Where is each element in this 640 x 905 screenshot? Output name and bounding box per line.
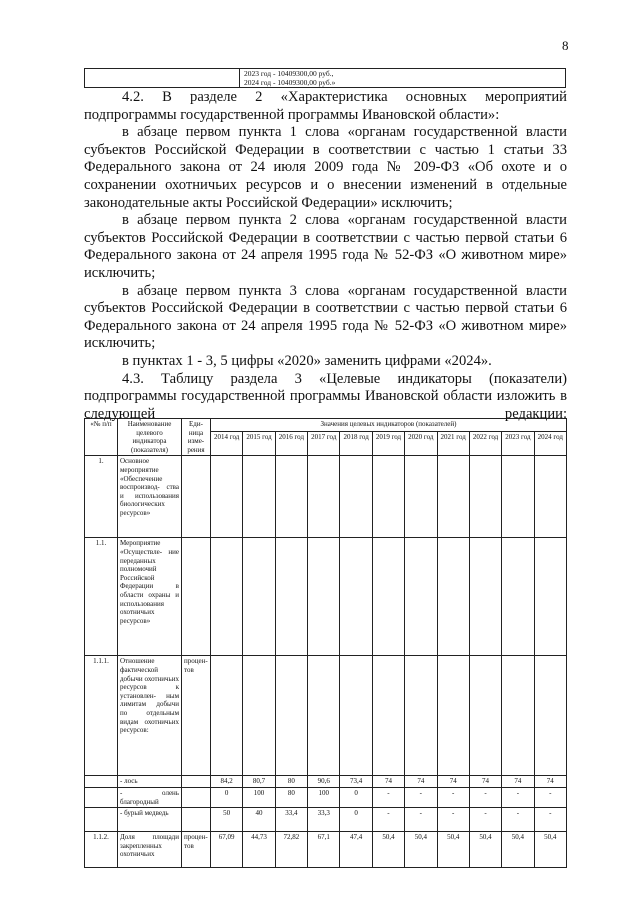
value-cell [340, 538, 372, 656]
value-cell: 44,73 [243, 832, 275, 868]
value-cell [437, 656, 469, 776]
value-cell [243, 656, 275, 776]
value-cell [372, 656, 404, 776]
value-cell: 40 [243, 808, 275, 832]
paragraph: в абзаце первом пункта 2 слова «органам государственной власти субъектов Российской Федерации в соответствии с частью первой статьи 6 Федерального закона от 24 апреля 1995 года № 52-ФЗ «О животном мире» исключить; [84, 212, 567, 281]
header-num: «№ п/п [85, 419, 118, 456]
table-row [85, 538, 567, 656]
unit-cell [182, 538, 211, 656]
value-cell: 0 [340, 808, 372, 832]
value-cell [469, 456, 501, 538]
row-number [85, 808, 118, 832]
value-cell: 33,4 [275, 808, 307, 832]
header-name: Наименование целевого индикатора (показателя) [118, 419, 182, 456]
header-year: 2024 год [534, 432, 566, 456]
value-cell: - [469, 787, 501, 807]
value-cell: - [372, 808, 404, 832]
indicator-name: Основное мероприятие «Обеспечение воспроизвод- ства и использования биологических ресурсов» [118, 456, 182, 538]
row-number [85, 776, 118, 788]
value-cell: 72,82 [275, 832, 307, 868]
value-cell [340, 456, 372, 538]
value-cell [243, 456, 275, 538]
value-cell: - [469, 808, 501, 832]
value-cell: - [534, 787, 566, 807]
value-cell: - [405, 787, 437, 807]
unit-cell [182, 456, 211, 538]
value-cell: 90,6 [308, 776, 340, 788]
continuation-table [84, 68, 566, 88]
value-cell: 74 [502, 776, 534, 788]
row-number: 1. [85, 456, 118, 538]
value-cell [502, 538, 534, 656]
indicator-table [84, 418, 567, 868]
header-year: 2022 год [469, 432, 501, 456]
value-cell: 80 [275, 787, 307, 807]
value-cell [437, 456, 469, 538]
value-cell [275, 538, 307, 656]
indicator-name: Доля площади закрепленных охотничьих [118, 832, 182, 868]
unit-cell [182, 776, 211, 788]
value-cell [308, 538, 340, 656]
value-cell [211, 656, 243, 776]
value-cell [308, 456, 340, 538]
indicator-name: - бурый медведь [118, 808, 182, 832]
value-cell: - [502, 808, 534, 832]
paragraph: 4.3. Таблицу раздела 3 «Целевые индикаторы (показатели) подпрограммы государственной программы Ивановской области изложить в следующей редакции: [84, 370, 567, 422]
value-cell: 33,3 [308, 808, 340, 832]
header-year: 2021 год [437, 432, 469, 456]
value-cell: 50,4 [437, 832, 469, 868]
value-cell: 50 [211, 808, 243, 832]
value-cell [502, 656, 534, 776]
value-cell: 74 [372, 776, 404, 788]
indicator-name: - лось [118, 776, 182, 788]
row-number [85, 787, 118, 807]
header-year: 2018 год [340, 432, 372, 456]
header-values-title: Значения целевых индикаторов (показателей) [211, 419, 567, 432]
value-cell [534, 538, 566, 656]
header-year: 2019 год [372, 432, 404, 456]
continuation-table-blank-cell [85, 69, 240, 88]
value-cell: 100 [308, 787, 340, 807]
table-row [85, 776, 567, 788]
value-cell: 84,2 [211, 776, 243, 788]
header-unit: Еди- ница изме- рения [182, 419, 211, 456]
table-row [85, 456, 567, 538]
value-cell [437, 538, 469, 656]
paragraph: 4.2. В разделе 2 «Характеристика основных мероприятий подпрограммы государственной программы Ивановской области»: [84, 89, 567, 123]
unit-cell: процен- тов [182, 656, 211, 776]
unit-cell: процен- тов [182, 832, 211, 868]
value-cell: 74 [405, 776, 437, 788]
value-cell [405, 538, 437, 656]
value-cell: 0 [340, 787, 372, 807]
value-cell: 74 [437, 776, 469, 788]
table-row [85, 832, 567, 868]
value-cell: - [437, 787, 469, 807]
value-cell: - [372, 787, 404, 807]
header-year: 2014 год [211, 432, 243, 456]
value-cell: 50,4 [469, 832, 501, 868]
page-number: 8 [562, 38, 569, 53]
paragraph: в пунктах 1 - 3, 5 цифры «2020» заменить цифрами «2024». [122, 352, 492, 369]
table-row [85, 787, 567, 807]
continuation-line: 2023 год - 10409300,00 руб., [244, 69, 334, 78]
table-row [85, 656, 567, 776]
value-cell: 80 [275, 776, 307, 788]
header-year: 2015 год [243, 432, 275, 456]
value-cell: 0 [211, 787, 243, 807]
unit-cell [182, 808, 211, 832]
value-cell: 50,4 [405, 832, 437, 868]
value-cell [275, 456, 307, 538]
value-cell: 80,7 [243, 776, 275, 788]
value-cell [469, 538, 501, 656]
value-cell: 100 [243, 787, 275, 807]
value-cell [405, 656, 437, 776]
value-cell: 67,1 [308, 832, 340, 868]
value-cell: 47,4 [340, 832, 372, 868]
value-cell [340, 656, 372, 776]
paragraph: в абзаце первом пункта 1 слова «органам государственной власти субъектов Российской Федерации в соответствии с частью 1 статьи 33 Федерального закона от 24 июля 2009 года № 209-ФЗ «Об охоте и о сохранении охотничьих ресурсов и о внесении изменений в отдельные законодательные акты Российской Федерации» исключить; [84, 124, 567, 211]
header-year: 2016 год [275, 432, 307, 456]
value-cell: 67,09 [211, 832, 243, 868]
continuation-line: 2024 год - 10409300,00 руб.» [244, 78, 336, 87]
value-cell: - [534, 808, 566, 832]
value-cell: - [437, 808, 469, 832]
table-row [85, 808, 567, 832]
value-cell [372, 456, 404, 538]
row-number: 1.1.2. [85, 832, 118, 868]
body-text [84, 89, 567, 423]
header-year: 2017 год [308, 432, 340, 456]
value-cell [534, 456, 566, 538]
value-cell [243, 538, 275, 656]
value-cell [405, 456, 437, 538]
value-cell [211, 456, 243, 538]
indicator-name: Отношение фактической добычи охотничьих ресурсов к установлен- ным лимитам добычи по отдельным видам охотничьих ресурсов: [118, 656, 182, 776]
value-cell: 50,4 [502, 832, 534, 868]
paragraph: в абзаце первом пункта 3 слова «органам государственной власти субъектов Российской Федерации в соответствии с частью первой статьи 6 Федерального закона от 24 апреля 1995 года № 52-ФЗ «О животном мире» исключить; [84, 282, 567, 352]
unit-cell [182, 787, 211, 807]
value-cell [502, 456, 534, 538]
value-cell: - [502, 787, 534, 807]
value-cell: 50,4 [372, 832, 404, 868]
row-number: 1.1.1. [85, 656, 118, 776]
header-year: 2023 год [502, 432, 534, 456]
value-cell [372, 538, 404, 656]
indicator-name: - олень благородный [118, 787, 182, 807]
value-cell: 50,4 [534, 832, 566, 868]
value-cell [469, 656, 501, 776]
value-cell [308, 656, 340, 776]
value-cell [275, 656, 307, 776]
value-cell: 74 [534, 776, 566, 788]
row-number: 1.1. [85, 538, 118, 656]
value-cell [211, 538, 243, 656]
header-year: 2020 год [405, 432, 437, 456]
value-cell [534, 656, 566, 776]
indicator-name: Мероприятие «Осуществле- ние переданных полномочий Российской Федерации в области охраны и использования охотничьих ресурсов» [118, 538, 182, 656]
continuation-table-values-cell [240, 69, 566, 88]
value-cell: 73,4 [340, 776, 372, 788]
value-cell: 74 [469, 776, 501, 788]
value-cell: - [405, 808, 437, 832]
